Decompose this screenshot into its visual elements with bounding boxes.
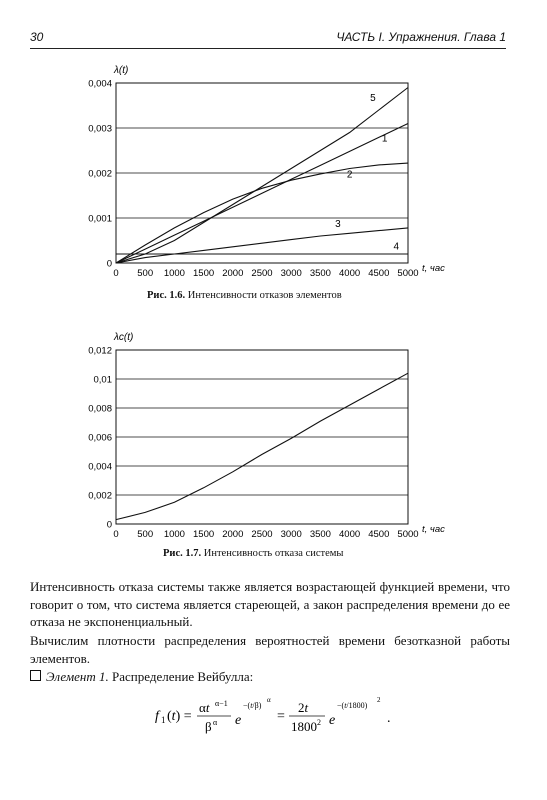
x-tick-label: 3000 [280, 268, 302, 279]
svg-text:αt: αt [199, 700, 210, 715]
x-tick-label: 2000 [222, 268, 244, 279]
svg-text:1: 1 [161, 715, 166, 725]
y-tick-label: 0,002 [88, 168, 112, 180]
figure1-caption-text: Интенсивности отказов элементов [185, 290, 342, 301]
x-tick-label: 500 [137, 268, 154, 279]
y-tick-label: 0,006 [88, 432, 112, 444]
x-tick-label: 2500 [251, 529, 273, 540]
y-tick-label: 0,001 [88, 213, 112, 225]
figure1-caption [147, 290, 342, 301]
svg-text:2: 2 [377, 696, 381, 704]
y-tick-label: 0 [106, 258, 112, 270]
x-tick-label: 4000 [339, 529, 361, 540]
x-axis-label: t, час [422, 263, 445, 274]
x-tick-label: 1000 [163, 529, 185, 540]
running-title: ЧАСТЬ I. Упражнения. Глава 1 [336, 30, 506, 44]
figure1-caption-label: Рис. 1.6. [147, 290, 186, 301]
svg-text:f: f [155, 709, 159, 724]
curve-label-2: 2 [346, 169, 353, 181]
x-tick-label: 4000 [339, 268, 361, 279]
x-tick-label: 5000 [397, 529, 419, 540]
curve-label-5: 5 [370, 93, 376, 104]
x-tick-label: 0 [113, 529, 119, 540]
paragraph-1: Интенсивность отказа системы также является возрастающей функцией времени, что говорит о том, что система является стареющей, а закон распределения времени до ее отказа не экспоненциальный. [30, 579, 510, 629]
svg-text:e: e [329, 713, 336, 728]
x-axis-label: t, час [422, 524, 445, 535]
svg-text:α−1: α−1 [215, 699, 228, 708]
item-text: Распределение Вейбулла: [108, 669, 254, 684]
series-line-2 [116, 163, 408, 263]
x-tick-label: 3500 [309, 268, 331, 279]
item-prefix: Элемент 1. [46, 669, 109, 684]
x-tick-label: 3000 [280, 529, 302, 540]
series-line-1 [116, 373, 408, 519]
figure2-caption-text: Интенсивность отказа системы [201, 548, 344, 559]
svg-text:(t) =: (t) = [167, 709, 192, 724]
x-tick-label: 1500 [193, 529, 215, 540]
svg-text:e: e [235, 713, 242, 728]
svg-text:α: α [213, 718, 218, 727]
chart-failure-rates-elements [88, 65, 445, 279]
x-tick-label: 5000 [397, 268, 419, 279]
paragraph-2: Вычислим плотности распределения вероятностей времени безотказной работы элементов. [30, 633, 510, 666]
figure2-caption [163, 548, 343, 559]
x-tick-label: 500 [137, 529, 154, 540]
chart-failure-rate-system [88, 332, 445, 540]
page-number: 30 [30, 30, 44, 44]
figure2-caption-label: Рис. 1.7. [163, 548, 202, 559]
y-tick-label: 0,003 [88, 123, 112, 135]
x-tick-label: 4500 [368, 268, 390, 279]
curve-label-4: 4 [393, 241, 400, 253]
x-tick-label: 2000 [222, 529, 244, 540]
svg-text:α: α [267, 696, 271, 704]
checkbox-icon [30, 670, 41, 681]
series-line-1 [116, 124, 408, 264]
x-tick-label: 2500 [251, 268, 273, 279]
svg-text:=: = [277, 709, 285, 724]
svg-text:−(t/1800): −(t/1800) [337, 701, 368, 710]
x-tick-label: 1000 [163, 268, 185, 279]
y-tick-label: 0,004 [88, 461, 112, 473]
svg-text:1800: 1800 [291, 719, 317, 734]
x-tick-label: 0 [113, 268, 119, 279]
y-tick-label: 0,01 [93, 374, 112, 386]
svg-text:2: 2 [317, 718, 321, 727]
curve-label-1: 1 [381, 133, 388, 145]
weibull-formula [155, 694, 395, 738]
y-tick-label: 0,002 [88, 490, 112, 502]
svg-text:β: β [205, 719, 212, 734]
y-tick-label: 0,012 [88, 345, 112, 357]
curve-label-3: 3 [335, 219, 341, 230]
y-tick-label: 0,004 [88, 78, 112, 90]
svg-text:−(t/β): −(t/β) [243, 701, 262, 710]
y-axis-label: λc(t) [114, 332, 134, 343]
list-item-element1 [30, 668, 510, 686]
x-tick-label: 3500 [309, 529, 331, 540]
svg-text:.: . [387, 711, 391, 726]
y-tick-label: 0 [106, 519, 112, 531]
y-axis-label: λ(t) [114, 65, 129, 76]
series-line-3 [116, 228, 408, 263]
x-tick-label: 4500 [368, 529, 390, 540]
x-tick-label: 1500 [193, 268, 215, 279]
svg-text:2t: 2t [298, 700, 309, 715]
y-tick-label: 0,008 [88, 403, 112, 415]
